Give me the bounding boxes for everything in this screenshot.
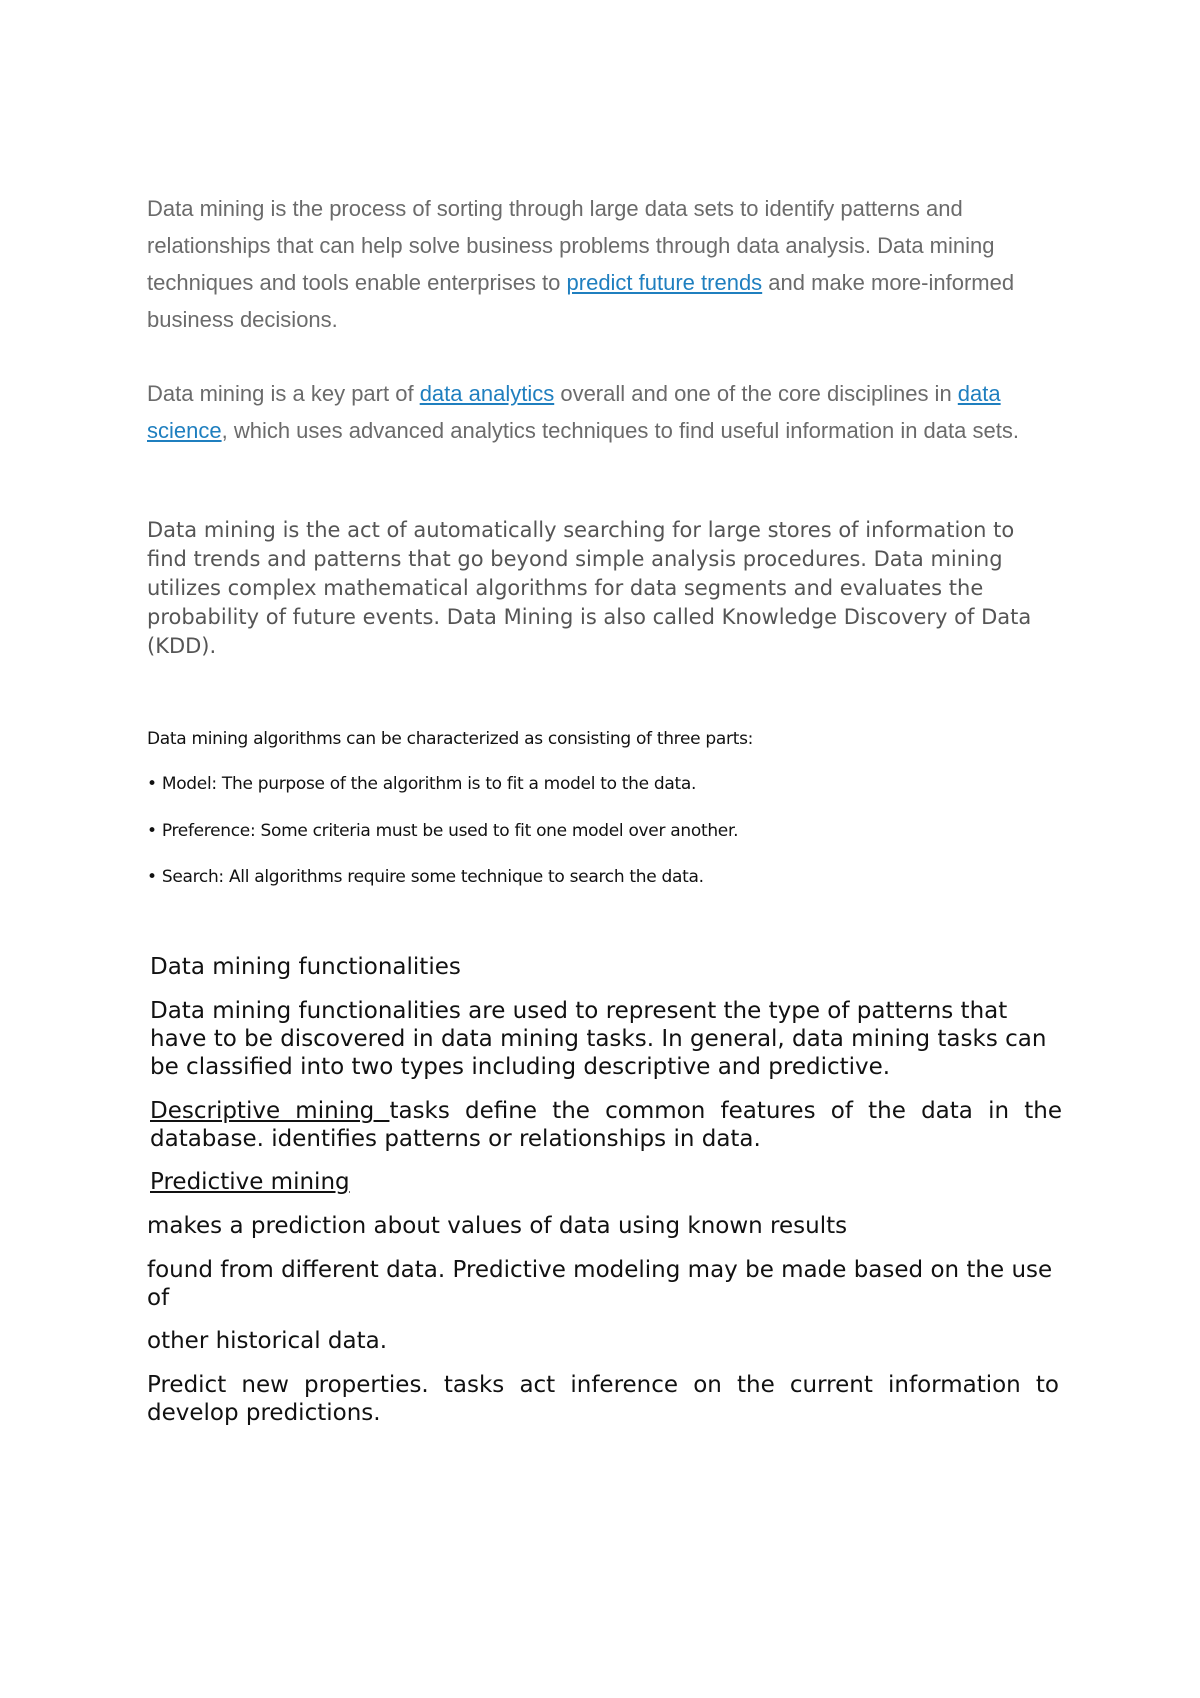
paragraph-intro-text-before: Data mining is the process of sorting through large data sets to identify patterns and relationships that can help solve business problems through data analysis. Data mining techniques and tools enable enterprises to <box>147 196 995 295</box>
functionalities-intro: Data mining functionalities are used to represent the type of patterns that have to be discovered in data mining tasks. In general, data mining tasks can be classified into two types including descriptive and predictive. <box>150 998 1047 1080</box>
algorithm-part-preference: • Preference: Some criteria must be used to fit one model over another. <box>147 821 739 841</box>
paragraph-intro-text-after: and make more-informed business decisions. <box>147 270 1015 332</box>
predictive-line-2: found from different data. Predictive modeling may be made based on the use of <box>147 1257 1053 1311</box>
link-predict-future-trends[interactable]: predict future trends <box>566 270 763 295</box>
descriptive-mining-term: Descriptive mining <box>150 1098 390 1124</box>
descriptive-mining-text: tasks define the common features of the data in the database. identifies patterns or relationships in data. <box>150 1098 1062 1152</box>
algorithm-part-model: • Model: The purpose of the algorithm is to fit a model to the data. <box>147 774 697 794</box>
paragraph-key-part-text-before: Data mining is a key part of <box>147 381 420 406</box>
paragraph-key-part-text-mid: overall and one of the core disciplines in <box>554 381 958 406</box>
predictive-mining-term: Predictive mining <box>150 1169 350 1195</box>
paragraph-key-part-text-after: , which uses advanced analytics techniques to find useful information in data sets. <box>221 418 1019 443</box>
paragraph-key-part <box>147 375 1057 449</box>
paragraph-definition: Data mining is the act of automatically searching for large stores of information to find trends and patterns that go beyond simple analysis procedures. Data mining utilizes complex mathematical algorithms for data segments and evaluates the probability of future events. Data Mining is also called Knowledge Discovery of Data (KDD). <box>147 518 1032 658</box>
algorithms-intro: Data mining algorithms can be characterized as consisting of three parts: <box>147 729 754 749</box>
link-data-science[interactable]: data science <box>147 381 1001 443</box>
algorithm-part-search: • Search: All algorithms require some technique to search the data. <box>147 867 704 887</box>
descriptive-mining-paragraph <box>150 1097 1062 1153</box>
paragraph-intro <box>147 190 1057 338</box>
predictive-line-4: Predict new properties. tasks act inference on the current information to develop predictions. <box>147 1372 1059 1426</box>
predictive-line-1: makes a prediction about values of data using known results <box>147 1213 848 1239</box>
link-data-analytics[interactable]: data analytics <box>419 381 555 406</box>
predictive-line-3: other historical data. <box>147 1328 388 1354</box>
functionalities-heading: Data mining functionalities <box>150 954 461 980</box>
